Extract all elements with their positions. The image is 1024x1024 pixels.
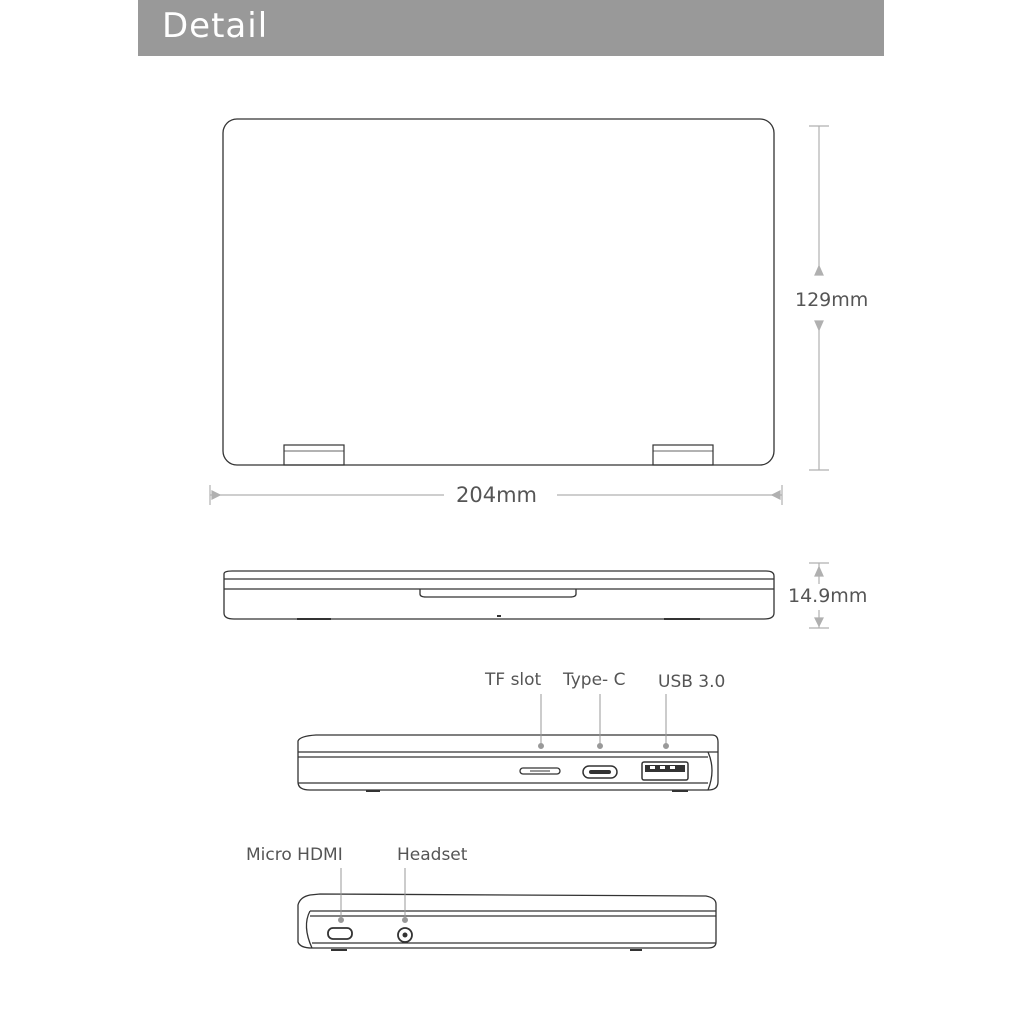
hinge-left (284, 445, 344, 465)
type-c-port-icon (583, 766, 617, 778)
port-leader-lines-left (339, 868, 408, 923)
right-side-view (298, 735, 718, 791)
headset-jack-icon (398, 928, 412, 942)
hinge-right (653, 445, 713, 465)
port-leader-lines-right (539, 694, 669, 749)
thickness-label: 14.9mm (788, 585, 868, 607)
tf-slot-label: TF slot (485, 670, 542, 690)
micro-hdmi-label: Micro HDMI (246, 845, 343, 865)
headset-label: Headset (397, 845, 468, 865)
usb-port-icon (642, 762, 688, 780)
height-label: 129mm (795, 289, 869, 311)
left-side-view (298, 894, 716, 950)
micro-hdmi-port-icon (328, 928, 352, 939)
usb-label: USB 3.0 (658, 672, 726, 692)
front-view (224, 571, 774, 619)
tf-slot-icon (520, 768, 560, 774)
device-top-outline (223, 119, 774, 465)
type-c-label: Type- C (563, 670, 626, 690)
width-label: 204mm (456, 483, 537, 507)
page-title: Detail (162, 6, 269, 46)
top-view (223, 119, 774, 465)
